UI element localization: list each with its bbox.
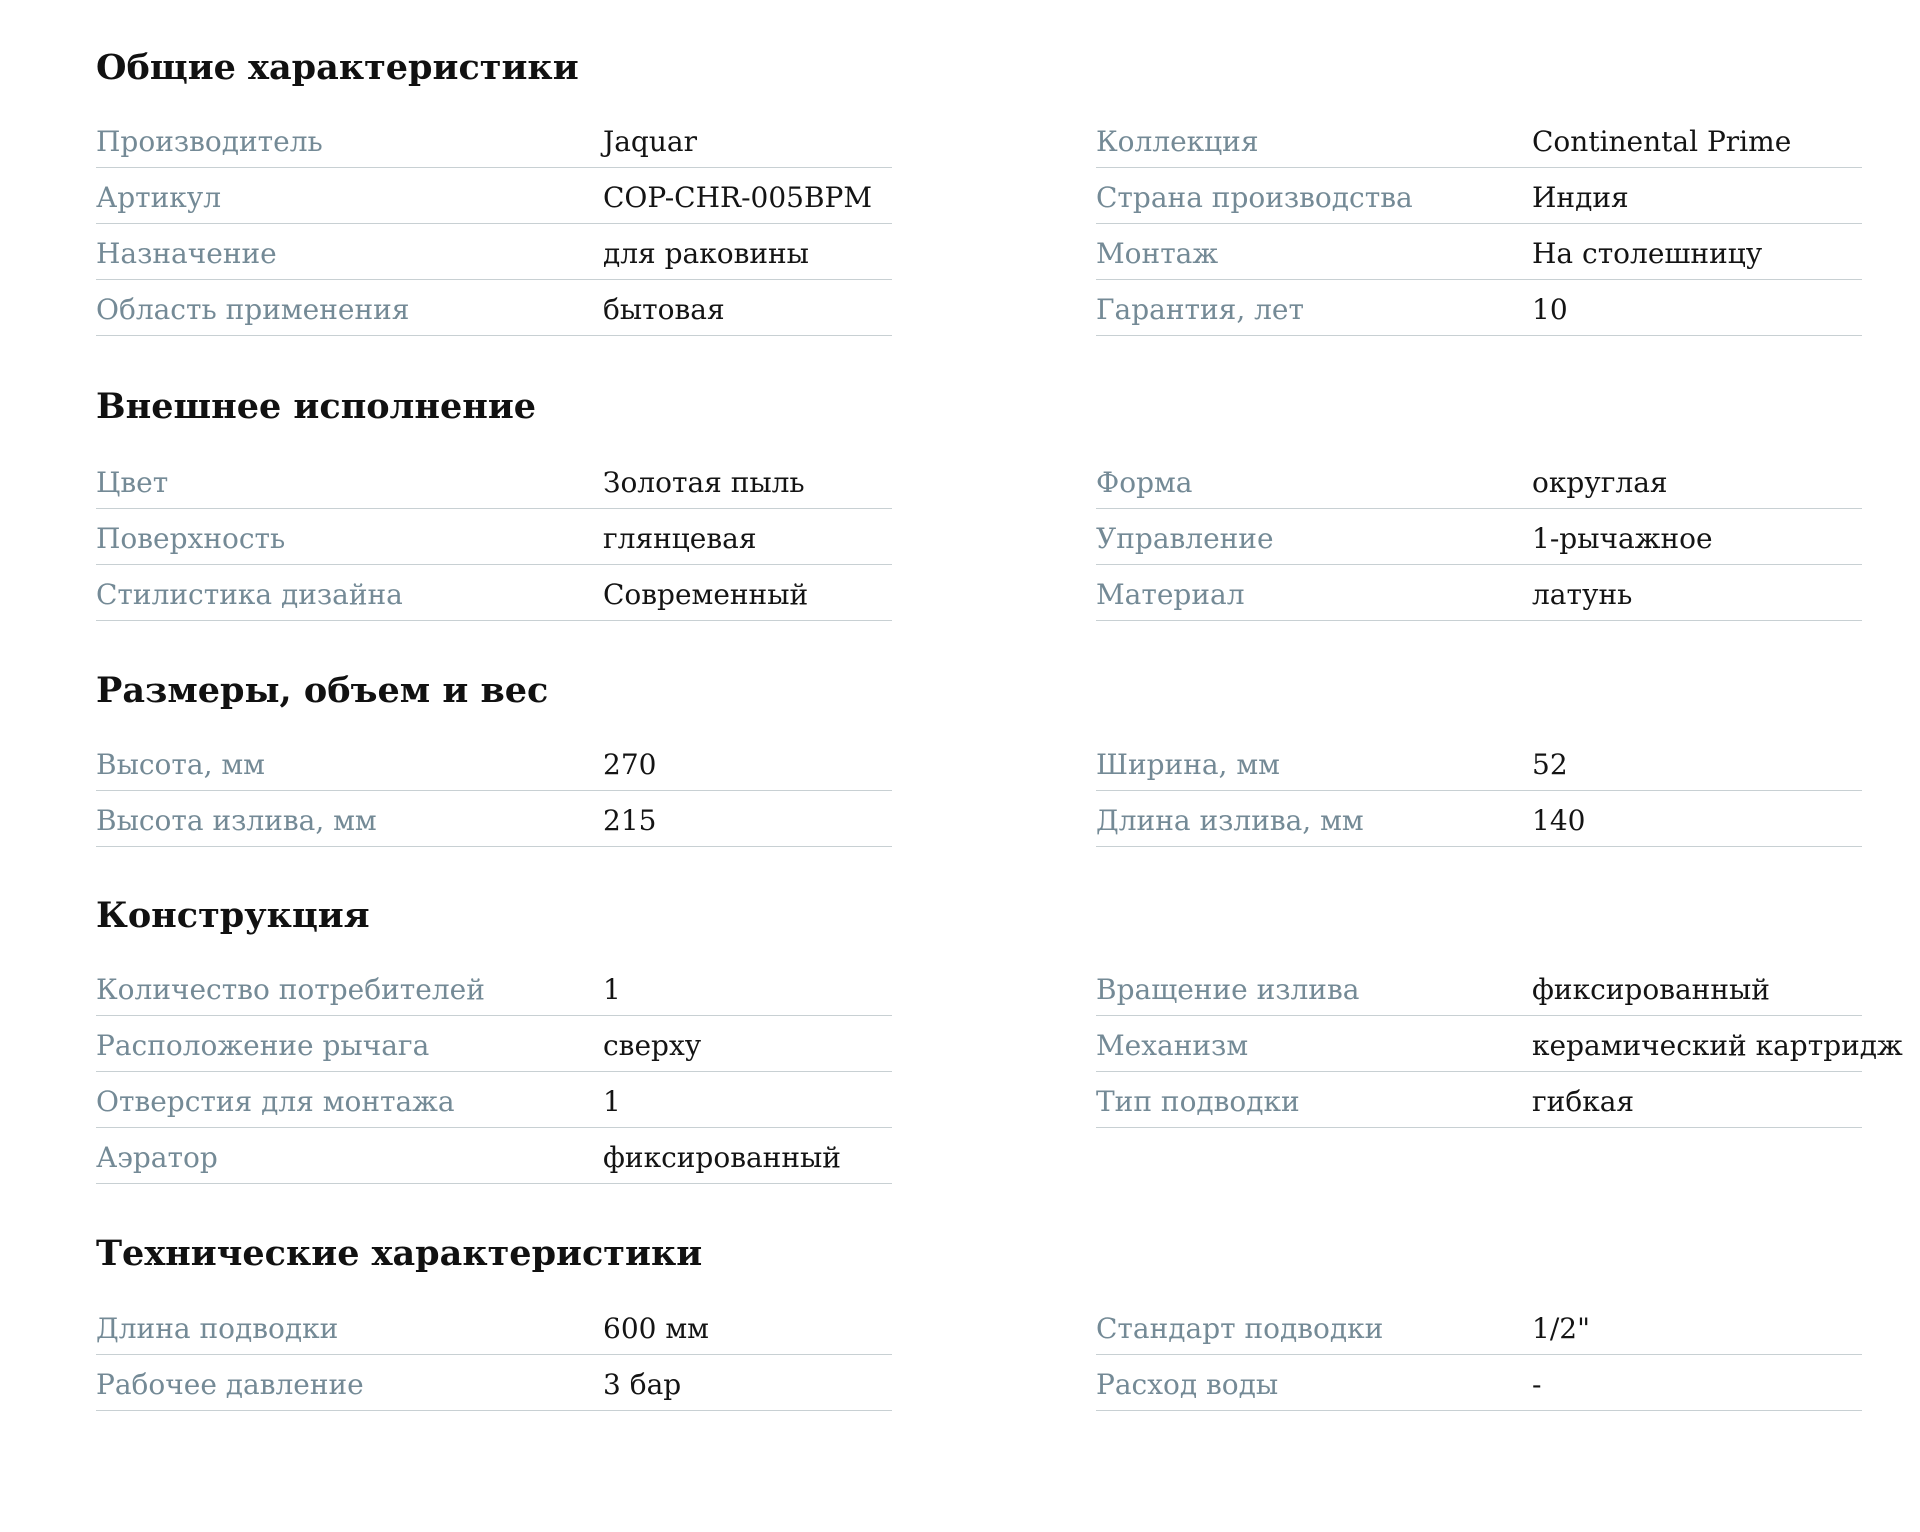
spec-row — [1096, 565, 1862, 621]
spec-row — [96, 112, 892, 168]
spec-columns — [96, 735, 1862, 847]
spec-row — [1096, 1016, 1903, 1072]
spec-row — [1096, 791, 1862, 847]
section-construction — [96, 895, 1903, 1184]
spec-label: Отверстия для монтажа — [96, 1085, 455, 1118]
spec-value: керамический картридж — [1532, 1029, 1903, 1062]
spec-label: Ширина, мм — [1096, 748, 1280, 781]
spec-value: 1-рычажное — [1532, 522, 1713, 555]
spec-row — [1096, 112, 1862, 168]
spec-value: Continental Prime — [1532, 125, 1792, 158]
spec-row — [96, 565, 892, 621]
spec-columns — [96, 1299, 1862, 1411]
spec-column-left — [96, 112, 892, 336]
spec-row — [96, 453, 892, 509]
spec-value: глянцевая — [603, 522, 757, 555]
spec-label: Монтаж — [1096, 237, 1219, 270]
section-title: Размеры, объем и вес — [96, 670, 549, 711]
spec-label: Механизм — [1096, 1029, 1249, 1062]
spec-row — [96, 168, 892, 224]
spec-row — [96, 1072, 892, 1128]
spec-columns — [96, 453, 1862, 621]
spec-column-left — [96, 735, 892, 847]
spec-label: Управление — [1096, 522, 1274, 555]
spec-value: латунь — [1532, 578, 1633, 611]
spec-row — [1096, 280, 1862, 336]
spec-label: Стилистика дизайна — [96, 578, 403, 611]
spec-label: Количество потребителей — [96, 973, 485, 1006]
spec-column-right — [1096, 960, 1903, 1128]
spec-label: Область применения — [96, 293, 410, 326]
spec-label: Коллекция — [1096, 125, 1259, 158]
spec-value: 1/2" — [1532, 1312, 1590, 1345]
spec-value: для раковины — [603, 237, 809, 270]
spec-label: Вращение излива — [1096, 973, 1360, 1006]
spec-label: Высота излива, мм — [96, 804, 377, 837]
spec-label: Поверхность — [96, 522, 286, 555]
spec-row — [1096, 453, 1862, 509]
spec-row — [1096, 1072, 1862, 1128]
spec-value: 270 — [603, 748, 657, 781]
spec-value: Золотая пыль — [603, 466, 805, 499]
spec-value: Jaquar — [603, 125, 697, 158]
spec-label: Назначение — [96, 237, 277, 270]
spec-column-left — [96, 453, 892, 621]
spec-label: Длина излива, мм — [1096, 804, 1364, 837]
spec-value: сверху — [603, 1029, 702, 1062]
spec-value: 3 бар — [603, 1368, 682, 1401]
spec-value: фиксированный — [1532, 973, 1770, 1006]
spec-label: Гарантия, лет — [1096, 293, 1304, 326]
spec-value: 1 — [603, 1085, 621, 1118]
spec-label: Форма — [1096, 466, 1193, 499]
spec-column-left — [96, 1299, 892, 1411]
spec-row — [96, 1299, 892, 1355]
spec-label: Производитель — [96, 125, 323, 158]
spec-value: - — [1532, 1368, 1542, 1401]
spec-row — [96, 735, 892, 791]
spec-row — [96, 960, 892, 1016]
section-dimensions — [96, 671, 1862, 847]
spec-row — [1096, 224, 1862, 280]
section-general — [96, 48, 1862, 336]
spec-row — [96, 224, 892, 280]
spec-label: Расход воды — [1096, 1368, 1279, 1401]
spec-row — [1096, 509, 1862, 565]
spec-value: COP-CHR-005BPM — [603, 181, 873, 214]
spec-value: фиксированный — [603, 1141, 841, 1174]
spec-label: Стандарт подводки — [1096, 1312, 1384, 1345]
spec-label: Артикул — [96, 181, 222, 214]
spec-label: Цвет — [96, 466, 169, 499]
spec-value: На столешницу — [1532, 237, 1763, 270]
spec-label: Длина подводки — [96, 1312, 339, 1345]
spec-row — [1096, 1299, 1862, 1355]
spec-row — [1096, 168, 1862, 224]
spec-label: Аэратор — [96, 1141, 218, 1174]
section-title: Технические характеристики — [96, 1233, 703, 1274]
spec-row — [1096, 1355, 1862, 1411]
section-title: Общие характеристики — [96, 47, 579, 88]
spec-value: 1 — [603, 973, 621, 1006]
spec-row — [96, 509, 892, 565]
specifications — [96, 0, 1903, 1411]
spec-label: Расположение рычага — [96, 1029, 430, 1062]
spec-column-right — [1096, 1299, 1862, 1411]
spec-column-right — [1096, 453, 1862, 621]
spec-value: Индия — [1532, 181, 1629, 214]
spec-column-right — [1096, 112, 1862, 336]
spec-value: 10 — [1532, 293, 1568, 326]
spec-label: Страна производства — [1096, 181, 1413, 214]
spec-columns — [96, 112, 1862, 336]
spec-column-left — [96, 960, 892, 1184]
spec-label: Материал — [1096, 578, 1245, 611]
section-title: Внешнее исполнение — [96, 386, 537, 427]
section-appearance — [96, 387, 1862, 621]
spec-value: 52 — [1532, 748, 1568, 781]
spec-value: 140 — [1532, 804, 1586, 837]
spec-columns — [96, 960, 1903, 1184]
section-title: Конструкция — [96, 895, 370, 936]
spec-row — [96, 1128, 892, 1184]
spec-value: бытовая — [603, 293, 725, 326]
spec-value: 600 мм — [603, 1312, 709, 1345]
spec-column-right — [1096, 735, 1862, 847]
spec-row — [96, 1016, 892, 1072]
spec-label: Тип подводки — [1096, 1085, 1300, 1118]
section-technical — [96, 1234, 1862, 1411]
spec-value: гибкая — [1532, 1085, 1635, 1118]
spec-value: 215 — [603, 804, 657, 837]
spec-row — [1096, 960, 1862, 1016]
spec-row — [96, 791, 892, 847]
spec-value: округлая — [1532, 466, 1668, 499]
spec-label: Высота, мм — [96, 748, 265, 781]
spec-value: Современный — [603, 578, 809, 611]
spec-row — [96, 280, 892, 336]
spec-row — [96, 1355, 892, 1411]
spec-row — [1096, 735, 1862, 791]
spec-label: Рабочее давление — [96, 1368, 364, 1401]
